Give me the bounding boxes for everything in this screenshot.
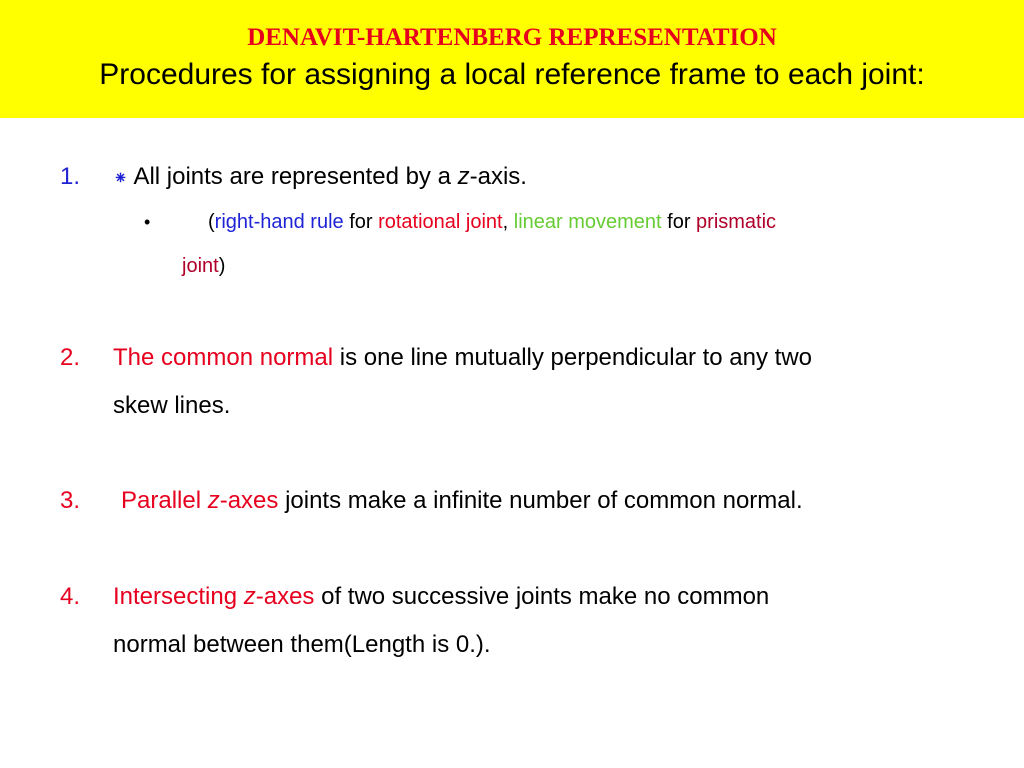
asterisk-icon: ⁕	[113, 168, 129, 188]
item-text: Parallel z-axes joints make a infinite number of common normal.	[121, 487, 803, 514]
slide-title: DENAVIT-HARTENBERG REPRESENTATION	[247, 24, 777, 51]
item-text: ⁕ All joints are represented by a z-axis.	[113, 163, 527, 190]
item-number: 3.	[60, 487, 81, 514]
item-number: 2.	[60, 344, 81, 371]
sub-bullet-text: (right-hand rule for rotational joint, linear movement for prismatic joint)	[182, 211, 777, 277]
item-number: 4.	[60, 583, 81, 610]
item-text: The common normal is one line mutually perpendicular to any two skew lines.	[113, 344, 813, 419]
title-band	[0, 0, 1024, 118]
item-number: 1.	[60, 163, 81, 190]
slide-subtitle: Procedures for assigning a local reference frame to each joint:	[99, 58, 925, 91]
item-text: Intersecting z-axes of two successive joints make no common normal between them(Length is 0.).	[113, 583, 770, 658]
bullet-icon: •	[144, 212, 151, 232]
